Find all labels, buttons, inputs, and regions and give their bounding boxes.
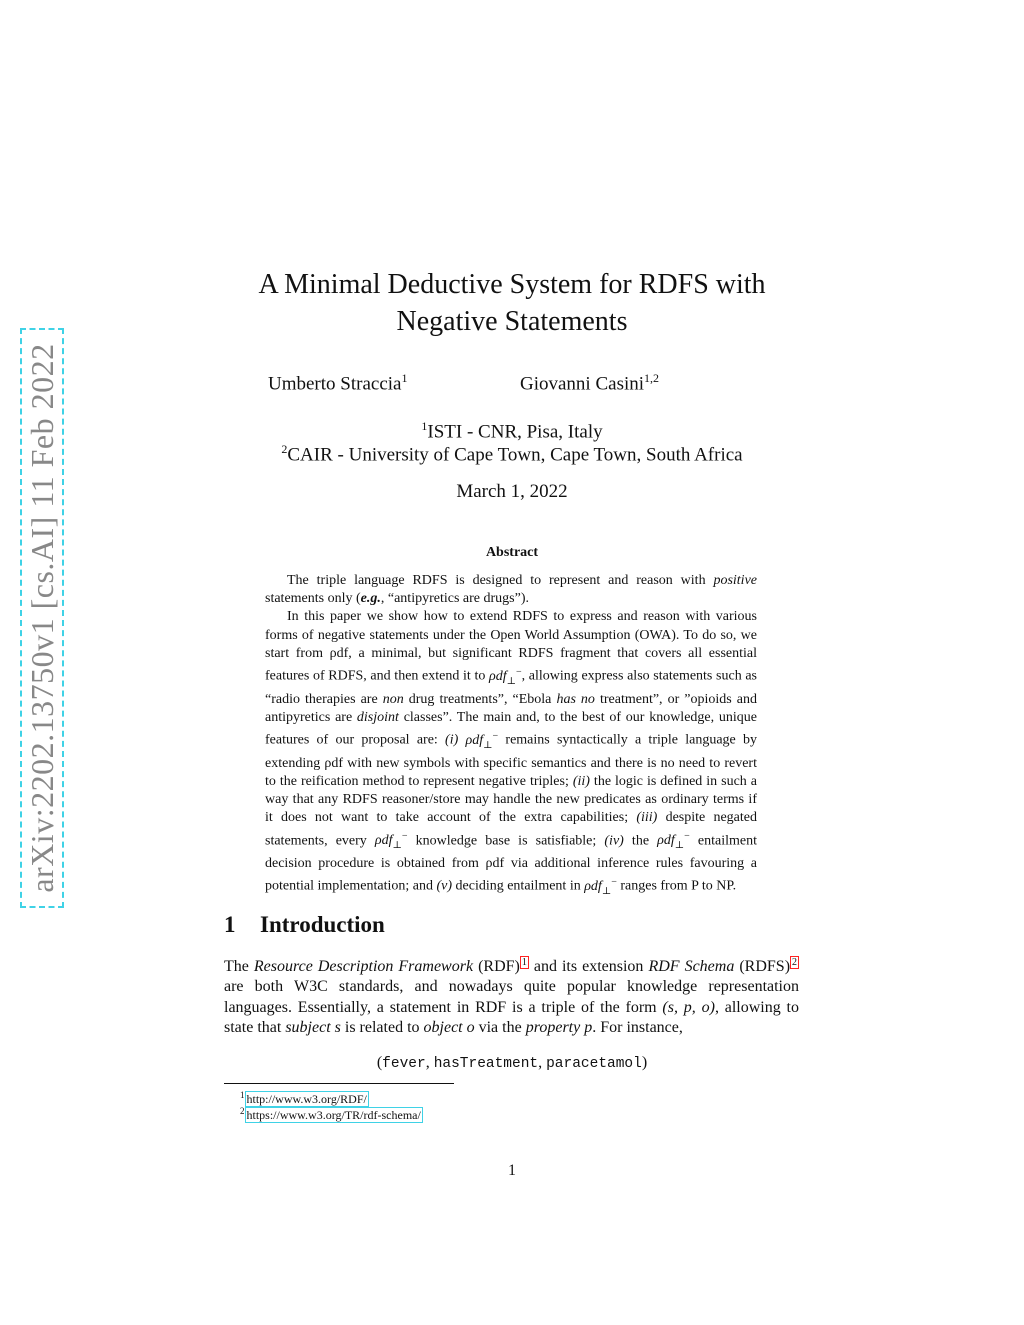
footnote-link-rdf-schema[interactable]: https://www.w3.org/TR/rdf-schema/ bbox=[246, 1108, 421, 1122]
section-heading-introduction: 1 Introduction bbox=[224, 912, 385, 937]
author-casini bbox=[520, 371, 659, 395]
abstract-paragraph-2: In this paper we show how to extend RDFS to express and reason with various forms of negative statements under the Open World Assumption (OWA). To do so, we start from ρdf, a minimal, but significant RDFS fragment that covers all essential features of RDFS, and then extend it to ρdf$_\perp$−, allowing express also statements such as “radio therapies are non drug treatments”, “Ebola has no treatment”, or ”opioids and antipyretics are disjoint classes”. The main and, to the best of our knowledge, unique features of our proposal are: (i) ρdf$_\perp$− remains syntactically a triple language by extending ρdf with new symbols with specific semantics and there is no need to revert to the reification method to represent negative triples; (ii) the logic is defined in such a way that any RDFS reasoner/store may handle the new predicates as ordinary terms if it does not want to take account of the extra capabilities; (iii) despite negated statements, every ρdf$_\perp$− knowledge base is satisfiable; (iv) the ρdf$_\perp$− entailment decision procedure is obtained from ρdf via additional inference rules favouring a potential implementation; and (v) deciding entailment in ρdf$_\perp$− ranges from P to NP. bbox=[265, 609, 758, 897]
abstract-paragraph-1: The triple language RDFS is designed to represent and reason with positive statements only (e.g., “antipyretics are drugs”). bbox=[265, 573, 757, 607]
footnote-ref-2[interactable]: 2 bbox=[792, 956, 798, 968]
footnote-divider bbox=[224, 1083, 454, 1084]
publication-date: March 1, 2022 bbox=[456, 481, 568, 502]
author-affiliation-marker: 1 bbox=[401, 371, 408, 385]
footnote-2: $^2$ https://www.w3.org/TR/rdf-schema/ bbox=[240, 1106, 421, 1122]
author-name: Giovanni Casini bbox=[520, 373, 645, 395]
introduction-paragraph: The Resource Description Framework (RDF) $^1$ and its extension RDF Schema (RDFS) $^2$ are both W3C standards, and nowadays quite popular knowledge representation languages. Essentially, a statement in RDF is a triple of the form (s, p, o), allowing to state that subject s is related to object o via the property p. For instance, bbox=[224, 956, 800, 1036]
abstract-heading: Abstract bbox=[485, 545, 539, 560]
abstract-body bbox=[265, 572, 757, 901]
affiliation-isti: $^1$ISTI - CNR, Pisa, Italy bbox=[421, 419, 603, 443]
author-affiliation-marker: 1,2 bbox=[644, 371, 660, 385]
author-name: Umberto Straccia bbox=[268, 373, 402, 395]
footnote-link-rdf[interactable]: http://www.w3.org/RDF/ bbox=[246, 1092, 367, 1106]
arxiv-identifier-stamp[interactable]: arXiv:2202.13750v1 [cs.AI] 11 Feb 2022 bbox=[20, 328, 64, 908]
affiliation-cair: $^2$CAIR - University of Cape Town, Cape Town, South Africa bbox=[281, 442, 743, 466]
author-straccia bbox=[268, 371, 407, 395]
footnote-ref-1[interactable]: 1 bbox=[521, 956, 527, 968]
paper-title: A Minimal Deductive System for RDFS with Negative Statements bbox=[258, 269, 766, 337]
page-number: 1 bbox=[508, 1162, 516, 1179]
footnote-1: $^1$ http://www.w3.org/RDF/ bbox=[240, 1090, 367, 1106]
example-triple: (fever, hasTreatment, paracetamol) bbox=[376, 1054, 648, 1072]
